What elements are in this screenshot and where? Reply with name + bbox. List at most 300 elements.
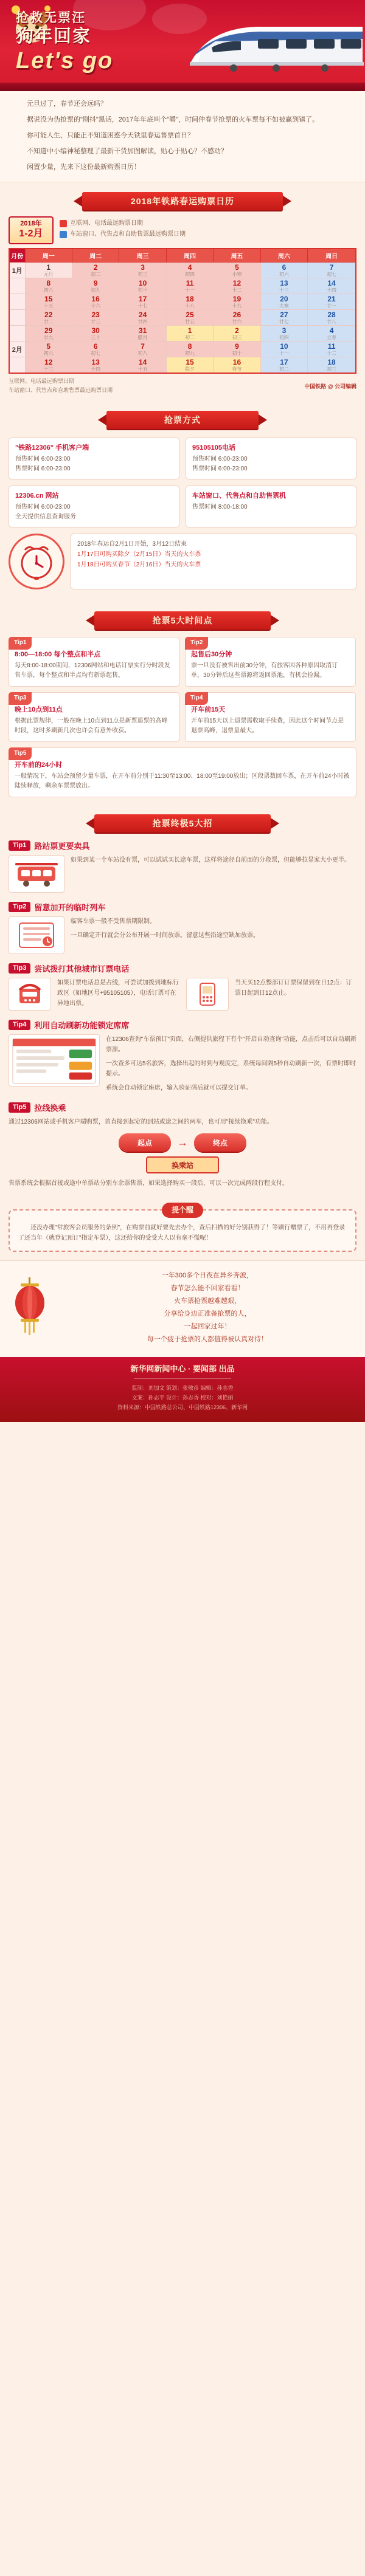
calendar-day-number: 25 (186, 311, 194, 319)
calendar-day-lunar: 初八 (43, 287, 54, 293)
calendar-day-number: 7 (329, 263, 334, 272)
trick-3 (9, 963, 356, 1011)
calendar-day-lunar: 十七 (137, 303, 148, 309)
trick-two-columns (9, 978, 356, 1011)
calendar-day-number: 9 (235, 342, 239, 351)
trick-paragraph: 系统会自动锁定座席，输入验证码后就可以提交订单。 (106, 1085, 252, 1091)
poem-line: 一年300多个日夜在异乡奔波， (161, 1272, 254, 1279)
calendar-day-lunar: 除夕 (185, 366, 195, 372)
calendar-day-cell[interactable] (308, 294, 356, 310)
calendar-day-number: 3 (282, 326, 287, 335)
calendar-day-number: 23 (91, 311, 100, 319)
flow-node-transfer: 换乘站 (146, 1156, 219, 1173)
reminder-paragraph: 还没办理"常旅客会员服务的条例"，在购票前就好要先去办个，查后扫描的好分别获得了！等刷行赠票了，不用再登录了还当年（就登记预订"指定车票），这还给你的受受大人以有毫不慌呢！ (18, 1224, 346, 1242)
trick-text (9, 1178, 356, 1189)
time-point-title: 开车前的24小时 (15, 761, 63, 769)
time-point-body: 票一旦没有被售出前30分钟，有旅客因各种原因取消订单，30分钟后这些票源将返回票池，有机会捡漏。 (191, 662, 338, 679)
calendar-day-cell[interactable] (166, 310, 213, 326)
calendar-month-cell (9, 310, 25, 326)
trick-paragraph: 售票系统会根据首接或途中单票站分别车余票售票，如果选择购买一段后，可以一次完成两段行程支付。 (9, 1180, 288, 1187)
calendar-day-number: 7 (141, 342, 145, 351)
calendar-day-lunar: 廿三 (91, 319, 101, 325)
calendar-day-cell[interactable] (119, 294, 166, 310)
calendar-day-number: 11 (327, 342, 336, 351)
calendar-day-lunar: 春节 (232, 366, 242, 372)
telephone-icon (9, 978, 51, 1011)
calendar-day-cell[interactable] (25, 357, 72, 374)
calendar-day-cell[interactable] (72, 294, 119, 310)
calendar-day-cell[interactable] (214, 278, 260, 294)
section-title: 抢票方式 (164, 415, 201, 425)
time-point-title: 8:00—18:00 每个整点和半点 (15, 651, 101, 658)
time-point-title: 开车前15天 (191, 706, 226, 713)
calendar-day-number: 19 (232, 295, 242, 303)
ending-section (0, 1260, 365, 1357)
calendar-day-number: 13 (280, 279, 288, 287)
way-card-window[interactable] (186, 486, 356, 527)
calendar-day-number: 15 (44, 295, 53, 303)
poem-line: 春节怎么能不回家看看！ (170, 1285, 245, 1292)
calendar-day-lunar: 元旦 (43, 272, 54, 277)
calendar-day-cell[interactable] (166, 278, 213, 294)
section-banner-time-points (94, 611, 271, 630)
legend-row (60, 230, 356, 239)
calendar-day-lunar: 初十 (137, 287, 148, 293)
trick-body (9, 916, 356, 954)
calendar-day-cell[interactable] (72, 342, 119, 357)
calendar-day-lunar: 初十 (232, 351, 242, 356)
calendar-day-number: 11 (186, 279, 194, 287)
calendar-day-cell[interactable] (308, 263, 356, 278)
calendar-day-lunar: 十四 (91, 366, 101, 372)
time-point-title: 起售后30分钟 (191, 651, 232, 658)
way-card-phone[interactable] (186, 438, 356, 479)
way-line: 预售时间 6:00-23:00 (192, 456, 248, 462)
calendar-day-number: 1 (46, 263, 51, 272)
ways-note-line: 1月17日可购买除夕（2月15日）当天的火车票 (77, 551, 201, 558)
intro-paragraph: 你可能人生、只能正不知道困惑今天铁里春运售票首日？ (27, 132, 194, 139)
calendar-day-lunar: 十三 (43, 366, 54, 372)
calendar-day-lunar: 廿九 (43, 335, 54, 340)
calendar-day-number: 8 (187, 342, 192, 351)
calendar-day-cell[interactable] (72, 326, 119, 342)
intro-paragraph: 元旦过了，春节还会远吗？ (27, 100, 107, 108)
hero-line-2: 狗年回家 (16, 27, 92, 46)
weekday-header: 周日 (308, 249, 356, 263)
calendar-day-lunar: 初三 (327, 366, 337, 372)
calendar-day-number: 15 (186, 358, 194, 366)
calendar-day-lunar: 廿七 (279, 319, 289, 325)
calendar-day-cell[interactable] (72, 263, 119, 278)
calendar-day-lunar: 十三 (279, 287, 289, 293)
way-title: 车站窗口、代售点和自助售票机 (192, 492, 286, 500)
calendar-day-cell[interactable] (214, 357, 260, 374)
trick-header (9, 1019, 356, 1031)
calendar-day-lunar: 廿四 (137, 319, 148, 325)
trick-number: Tip2 (9, 902, 30, 912)
poem-line: 每一个疲于抢票的人都值得被认真对待！ (147, 1336, 268, 1343)
intro-paragraph: 不知道中小编神秘整理了最新干货加图解读，贴心于贴心？不感动？ (27, 148, 228, 155)
weekday-header: 周四 (166, 249, 213, 263)
calendar-day-number: 16 (91, 295, 100, 303)
calendar-footnotes (9, 377, 356, 395)
trick-number: Tip1 (9, 840, 30, 851)
calendar-day-cell[interactable] (25, 326, 72, 342)
calendar-month-cell: 2月 (9, 342, 25, 357)
trick-title: 拉线换乘 (34, 1104, 66, 1113)
calendar-day-number: 9 (93, 279, 98, 287)
calendar-day-lunar: 十九 (232, 303, 242, 309)
calendar-day-cell[interactable] (119, 278, 166, 294)
calendar-month-cell (9, 326, 25, 342)
calendar-day-number: 29 (44, 326, 53, 335)
trick-1 (9, 840, 356, 893)
table-row (9, 263, 356, 278)
trick-paragraph: 在12306查询"车票预订"页面，右侧提供旅程下有个"开启自动查询"功能，点击后可以自动刷新票源。 (106, 1036, 357, 1053)
time-point-card-1 (9, 637, 179, 687)
way-card-app[interactable] (9, 438, 179, 479)
calendar-day-lunar: 廿六 (232, 319, 242, 325)
reminder-box (9, 1206, 356, 1252)
calendar-day-number: 3 (141, 263, 145, 272)
calendar-day-cell[interactable] (166, 326, 213, 342)
calendar-section (0, 216, 365, 401)
footer (0, 1357, 365, 1422)
footer-credit: 资料来源：中国铁路总公司、中国铁路12306、新华网 (117, 1404, 248, 1410)
calendar-header (9, 216, 356, 244)
trick-number: Tip5 (9, 1102, 30, 1113)
section-banner-ways (106, 411, 259, 429)
time-point-card-4 (185, 692, 356, 742)
calendar-day-lunar: 十八 (185, 303, 195, 309)
poem-line: 一起回家过年！ (184, 1323, 231, 1330)
calendar-day-lunar: 初三 (137, 272, 148, 277)
calendar-day-cell[interactable] (72, 310, 119, 326)
calendar-day-cell[interactable] (25, 263, 72, 278)
trick-body (186, 978, 356, 1011)
calendar-day-lunar: 初六 (43, 351, 54, 356)
time-point-body: 根据此票规律，一般在晚上10点到11点是新票退票的高峰时段，这时多刷新几次也许会有意外收获。 (15, 718, 168, 734)
transfer-route-icon (9, 1133, 356, 1152)
calendar-day-number: 26 (232, 311, 242, 319)
table-row (9, 294, 356, 310)
calendar-day-cell[interactable] (25, 278, 72, 294)
ways-note-line: 1月18日可购买春节（2月16日）当天的火车票 (77, 562, 201, 568)
trick-4 (9, 1019, 356, 1093)
way-line: 售票时间 6:00-23:00 (192, 465, 248, 472)
trick-col-left (9, 978, 179, 1011)
ways-row-top (9, 438, 356, 479)
calendar-day-cell[interactable] (72, 357, 119, 374)
calendar-day-number: 20 (280, 295, 288, 303)
section-title: 抢票终极5大招 (152, 819, 213, 828)
calendar-day-cell[interactable] (260, 278, 307, 294)
calendar-day-cell[interactable] (260, 342, 307, 357)
poem-line: 火车票抢票越难越艰， (174, 1297, 241, 1305)
calendar-day-lunar: 廿一 (327, 303, 337, 309)
trick-text (71, 855, 356, 865)
calendar-day-lunar: 初二 (91, 272, 101, 277)
calendar-day-lunar: 初二 (279, 366, 289, 372)
trick-paragraph: 临客车票一般不受售票期限制。 (71, 918, 156, 925)
calendar-day-lunar: 大寒 (279, 303, 289, 309)
calendar-day-lunar: 初八 (137, 351, 148, 356)
reminder-tab: 提个醒 (162, 1203, 203, 1218)
calendar-day-number: 28 (327, 311, 336, 319)
trick-body (9, 978, 179, 1011)
calendar-day-lunar: 廿二 (43, 319, 54, 325)
time-point-title: 晚上10点到11点 (15, 706, 63, 713)
chinese-lantern-icon (12, 1277, 47, 1338)
trick-header (9, 1102, 356, 1113)
trick-text (57, 978, 179, 1009)
time-points-section (0, 636, 365, 805)
calendar-day-cell[interactable] (260, 263, 307, 278)
way-card-website[interactable] (9, 486, 179, 527)
calendar-day-lunar: 立春 (327, 335, 337, 340)
trick-body (9, 855, 356, 893)
section-banner-calendar (82, 192, 283, 210)
calendar-day-number: 22 (44, 311, 53, 319)
calendar-day-cell[interactable] (25, 342, 72, 357)
tricks-section (0, 839, 365, 1206)
time-point-card-2 (185, 637, 356, 687)
calendar-day-cell[interactable] (214, 342, 260, 357)
calendar-day-lunar: 初六 (279, 272, 289, 277)
flow-node-end: 终点 (194, 1133, 246, 1152)
calendar-legend (60, 216, 356, 241)
calendar-day-cell[interactable] (166, 263, 213, 278)
calendar-day-number: 18 (327, 358, 336, 366)
calendar-day-number: 18 (186, 295, 194, 303)
footer-title: 新华网新闻中心 · 要闻部 出品 (130, 1364, 235, 1373)
calendar-day-cell[interactable] (25, 294, 72, 310)
table-row (9, 310, 356, 326)
time-point-tag: Tip3 (9, 692, 32, 705)
calendar-source: 中国铁路 @ 公司编辑 (304, 383, 356, 390)
time-point-tag: Tip5 (9, 747, 32, 760)
calendar-day-cell[interactable] (260, 310, 307, 326)
trick-title: 尝试拨打其他城市订票电话 (34, 964, 130, 974)
calendar-header-row (9, 249, 356, 263)
calendar-day-number: 5 (235, 263, 239, 272)
legend-label: 车站窗口、代售点和自助售票最远购票日期 (70, 231, 186, 238)
calendar-day-lunar: 廿八 (327, 319, 337, 325)
calendar-day-number: 21 (327, 295, 336, 303)
trick-header (9, 840, 356, 851)
lantern-wrap (9, 1277, 51, 1338)
calendar-day-lunar: 初九 (185, 351, 195, 356)
calendar-day-number: 2 (93, 263, 98, 272)
calendar-day-lunar: 十五 (137, 366, 148, 372)
calendar-day-cell[interactable] (25, 310, 72, 326)
time-point-tag: Tip4 (185, 692, 208, 705)
calendar-month-cell (9, 278, 25, 294)
weekday-header: 周三 (119, 249, 166, 263)
footer-credit: 文案：孙志平 设计：孙志香 校对：刘艳丽 (131, 1395, 234, 1401)
calendar-day-cell[interactable] (308, 278, 356, 294)
time-points-grid (9, 637, 356, 797)
trick-title: 路站票更要卖具 (34, 842, 90, 851)
seat-select-icon (9, 1034, 100, 1087)
calendar-footnote-left (9, 377, 113, 395)
calendar-day-number: 31 (138, 326, 147, 335)
timetable-icon (9, 916, 64, 954)
calendar-year: 2018年 (20, 220, 42, 227)
weekday-header: 周一 (25, 249, 72, 263)
calendar-month-cell: 1月 (9, 263, 25, 278)
trick-number: Tip3 (9, 963, 30, 974)
rail-strip (0, 83, 365, 91)
calendar-day-lunar: 初三 (232, 335, 242, 340)
trick-paragraph: 如果到某一个车站没有票，可以试试买长途车票，这样将途径自前面的分段票，但能够拉显家大小更半。 (71, 857, 350, 864)
calendar-month-col-header: 月份 (9, 249, 25, 263)
trick-5 (9, 1102, 356, 1189)
time-point-tag: Tip2 (185, 637, 208, 650)
calendar-day-number: 16 (232, 358, 242, 366)
trick-header (9, 963, 356, 974)
calendar-day-number: 8 (46, 279, 51, 287)
calendar-day-lunar: 十二 (327, 351, 337, 356)
calendar-day-number: 10 (138, 279, 147, 287)
ways-highlight (9, 534, 356, 589)
calendar-day-number: 24 (138, 311, 147, 319)
calendar-day-number: 10 (280, 342, 288, 351)
calendar-body (9, 263, 356, 374)
trick-text (235, 978, 356, 998)
calendar-day-lunar: 三十 (91, 335, 101, 340)
calendar-day-cell[interactable] (214, 326, 260, 342)
calendar-day-number: 1 (187, 326, 192, 335)
time-point-tag: Tip1 (9, 637, 32, 650)
trick-text (106, 1034, 356, 1093)
section-title: 抢票5大时间点 (152, 616, 213, 625)
calendar-day-lunar: 十六 (91, 303, 101, 309)
calendar-day-number: 6 (282, 263, 287, 272)
calendar-day-cell[interactable] (166, 357, 213, 374)
calendar-day-cell[interactable] (260, 326, 307, 342)
way-title: "铁路12306" 手机客户端 (15, 444, 89, 452)
calendar-day-cell[interactable] (308, 357, 356, 374)
calendar-day-number: 4 (187, 263, 192, 272)
footer-credit: 监制：刘加文 策划：张敏彦 编辑：孙志香 (131, 1385, 234, 1391)
calendar-day-cell[interactable] (308, 310, 356, 326)
calendar-day-number: 12 (44, 358, 53, 366)
calendar-day-number: 2 (235, 326, 239, 335)
footnote-line: 互联网、电话最远购票日期 (9, 378, 75, 384)
flow-node-start: 起点 (119, 1133, 171, 1152)
legend-row (60, 219, 356, 228)
trick-header (9, 901, 356, 913)
calendar-day-cell[interactable] (214, 294, 260, 310)
calendar-day-lunar: 十五 (43, 303, 54, 309)
way-line: 全天提供信息查询服务 (15, 513, 76, 520)
calendar-day-lunar: 小寒 (232, 272, 242, 277)
calendar-day-cell[interactable] (166, 342, 213, 357)
calendar-day-number: 13 (91, 358, 100, 366)
way-line: 预售时间 6:00-23:00 (15, 456, 71, 462)
calendar-day-lunar: 初九 (91, 287, 101, 293)
calendar-day-cell[interactable] (119, 263, 166, 278)
footnote-line: 车站窗口、代售点和自助售票最远购票日期 (9, 387, 113, 393)
calendar-day-lunar: 初七 (327, 272, 337, 277)
section-banner-tricks (94, 814, 271, 833)
calendar-day-cell[interactable] (308, 326, 356, 342)
calendar-day-cell[interactable] (72, 278, 119, 294)
trick-number: Tip4 (9, 1020, 30, 1030)
table-row (9, 357, 356, 374)
way-title: 95105105电话 (192, 444, 235, 452)
calendar-day-cell[interactable] (260, 357, 307, 374)
way-line: 预售时间 6:00-23:00 (15, 504, 71, 510)
trick-title: 利用自动刷新功能锁定席席 (34, 1021, 130, 1030)
intro-text (0, 91, 365, 182)
trick-paragraph: 当天买12点整部订订票保留到在日12点：订票日起到日12点止。 (235, 980, 352, 997)
calendar-day-number: 12 (232, 279, 242, 287)
calendar-day-lunar: 十二 (232, 287, 242, 293)
calendar-day-lunar: 腊月 (137, 335, 148, 340)
calendar-day-number: 14 (138, 358, 147, 366)
table-row (9, 278, 356, 294)
calendar-day-cell[interactable] (119, 310, 166, 326)
calendar-day-number: 27 (280, 311, 288, 319)
table-row (9, 326, 356, 342)
way-title: 12306.cn 网站 (15, 492, 59, 500)
calendar-day-cell[interactable] (166, 294, 213, 310)
trick-text (9, 1117, 356, 1127)
time-point-card-5 (9, 747, 356, 797)
calendar-day-cell[interactable] (119, 342, 166, 357)
trick-paragraph: 如果订票电话总是占线，可尝试加拨到地标行政区（如地区号+95105105），电话订票可在异地出票。 (57, 980, 179, 1007)
footer-divider (134, 1378, 231, 1379)
calendar-day-cell[interactable] (214, 310, 260, 326)
calendar-day-cell[interactable] (119, 326, 166, 342)
way-line: 售票时间 8:00-18:00 (192, 504, 248, 510)
hero-title (16, 11, 113, 74)
calendar-day-cell[interactable] (119, 357, 166, 374)
time-point-body: 一般情况下，车站会预留少量车票，在开车前分别于11:30至13:00、18:00至19:00放出；区段票数回车票，在开车前24小时被陆续释放，剩余车票票放出。 (15, 773, 350, 789)
calendar-day-number: 6 (93, 342, 98, 351)
trick-title: 留意加开的临时列车 (34, 903, 106, 912)
phone-keypad-icon (186, 978, 229, 1011)
ways-note-line: 2018年春运自2月1日开始，3月12日结束 (77, 541, 187, 548)
calendar-badge (9, 216, 54, 244)
calendar-table (9, 248, 356, 374)
trick-col-right (186, 978, 356, 1011)
calendar-day-cell[interactable] (214, 263, 260, 278)
calendar-day-cell[interactable] (260, 294, 307, 310)
hero-line-3: Let's go (16, 48, 114, 74)
calendar-month-range: 1-2月 (19, 228, 43, 239)
calendar-day-lunar: 初七 (91, 351, 101, 356)
high-speed-train-icon (185, 15, 365, 73)
hero-banner (0, 0, 365, 91)
calendar-day-number: 4 (329, 326, 334, 335)
table-row (9, 342, 356, 357)
calendar-day-number: 17 (280, 358, 288, 366)
calendar-day-cell[interactable] (308, 342, 356, 357)
train-station-icon (9, 855, 64, 893)
calendar-day-lunar: 十四 (327, 287, 337, 293)
flow-arrow: → (177, 1136, 188, 1149)
weekday-header: 周二 (72, 249, 119, 263)
ways-note (71, 534, 356, 589)
weekday-header: 周五 (214, 249, 260, 263)
way-line: 售票时间 6:00-23:00 (15, 465, 71, 472)
legend-swatch-red (60, 220, 67, 227)
ways-section (0, 435, 365, 602)
trick-2 (9, 901, 356, 954)
